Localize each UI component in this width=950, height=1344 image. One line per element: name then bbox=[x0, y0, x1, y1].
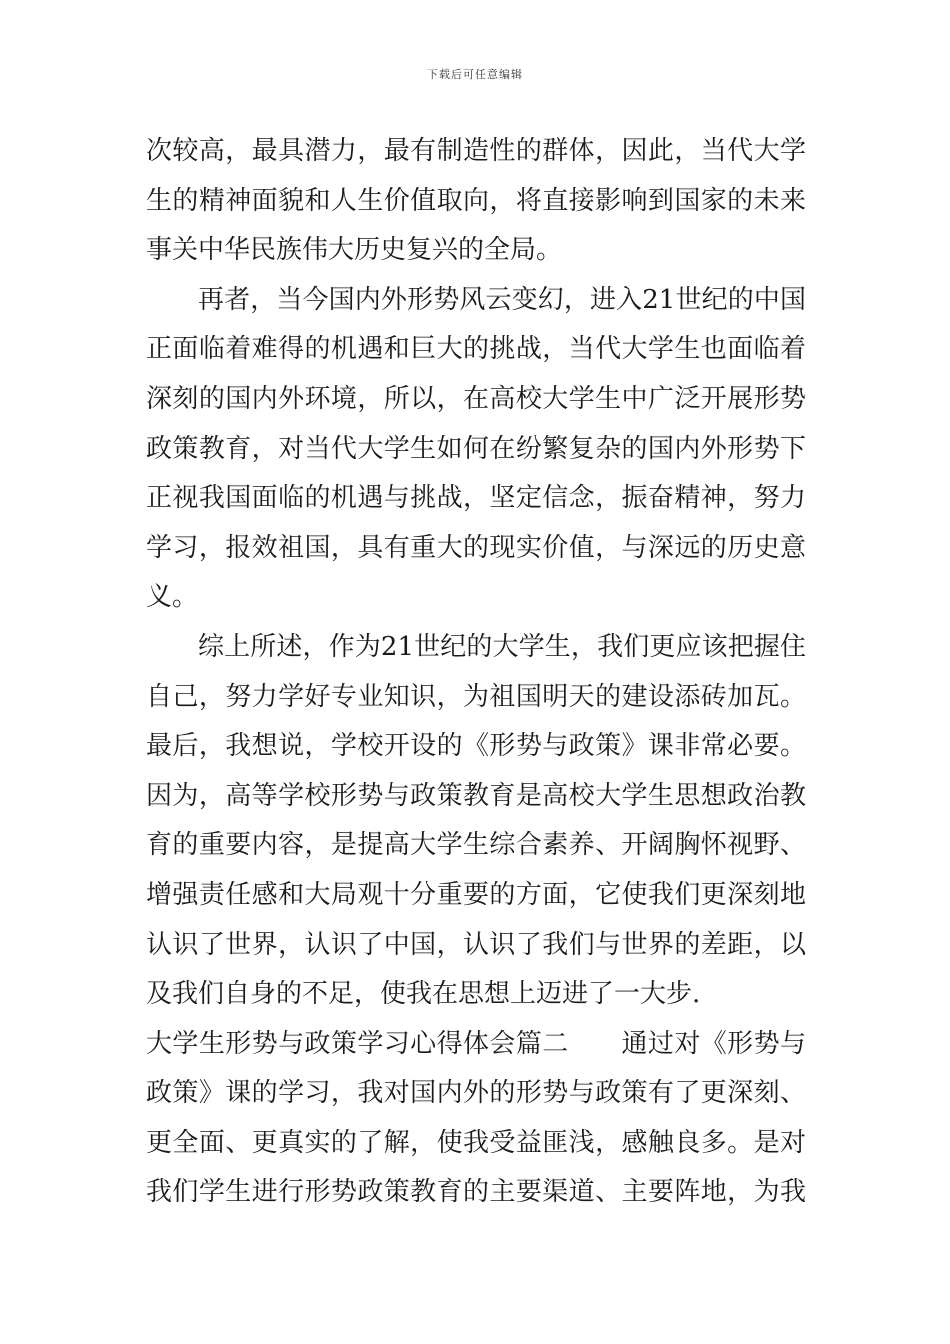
text-line: 综上所述，作为21世纪的大学生，我们更应该把握住 bbox=[198, 631, 806, 662]
text-line: 因为，高等学校形势与政策教育是高校大学生思想政治教 bbox=[146, 780, 806, 811]
text-line: 自己，努力学好专业知识，为祖国明天的建设添砖加瓦。 bbox=[146, 681, 806, 712]
text-line: 大学生形势与政策学习心得体会篇二 通过对《形势与 bbox=[146, 1028, 806, 1059]
text-line: 最后，我想说，学校开设的《形势与政策》课非常必要。 bbox=[146, 731, 806, 762]
text-line: 次较高，最具潜力，最有制造性的群体，因此，当代大学 bbox=[146, 136, 806, 166]
text-line: 正面临着难得的机遇和巨大的挑战，当代大学生也面临着 bbox=[146, 334, 806, 365]
document-body bbox=[146, 127, 806, 1218]
text-line: 深刻的国内外环境，所以，在高校大学生中广泛开展形势 bbox=[146, 383, 806, 414]
text-line: 事关中华民族伟大历史复兴的全局。 bbox=[146, 235, 563, 266]
text-line: 我们学生进行形势政策教育的主要渠道、主要阵地，为我 bbox=[146, 1177, 806, 1208]
text-line: 及我们自身的不足，使我在思想上迈进了一大步. bbox=[146, 979, 701, 1010]
text-line: 认识了世界，认识了中国，认识了我们与世界的差距，以 bbox=[146, 929, 806, 960]
text-line: 学习，报效祖国，具有重大的现实价值，与深远的历史意 bbox=[146, 532, 806, 563]
text-line: 政策》课的学习，我对国内外的形势与政策有了更深刻、 bbox=[146, 1078, 806, 1109]
text-line: 政策教育，对当代大学生如何在纷繁复杂的国内外形势下 bbox=[146, 433, 806, 464]
text-line: 育的重要内容，是提高大学生综合素养、开阔胸怀视野、 bbox=[146, 830, 806, 861]
text-line: 增强责任感和大局观十分重要的方面，它使我们更深刻地 bbox=[146, 879, 806, 910]
text-line: 义。 bbox=[146, 582, 199, 613]
page-header: 下载后可任意编辑 bbox=[427, 68, 523, 81]
text-line: 再者，当今国内外形势风云变幻，进入21世纪的中国 bbox=[198, 284, 806, 315]
text-line: 生的精神面貌和人生价值取向，将直接影响到国家的未来 bbox=[146, 185, 806, 216]
text-line: 正视我国面临的机遇与挑战，坚定信念，振奋精神，努力 bbox=[146, 483, 806, 514]
text-line: 更全面、更真实的了解，使我受益匪浅，感触良多。是对 bbox=[146, 1127, 806, 1158]
